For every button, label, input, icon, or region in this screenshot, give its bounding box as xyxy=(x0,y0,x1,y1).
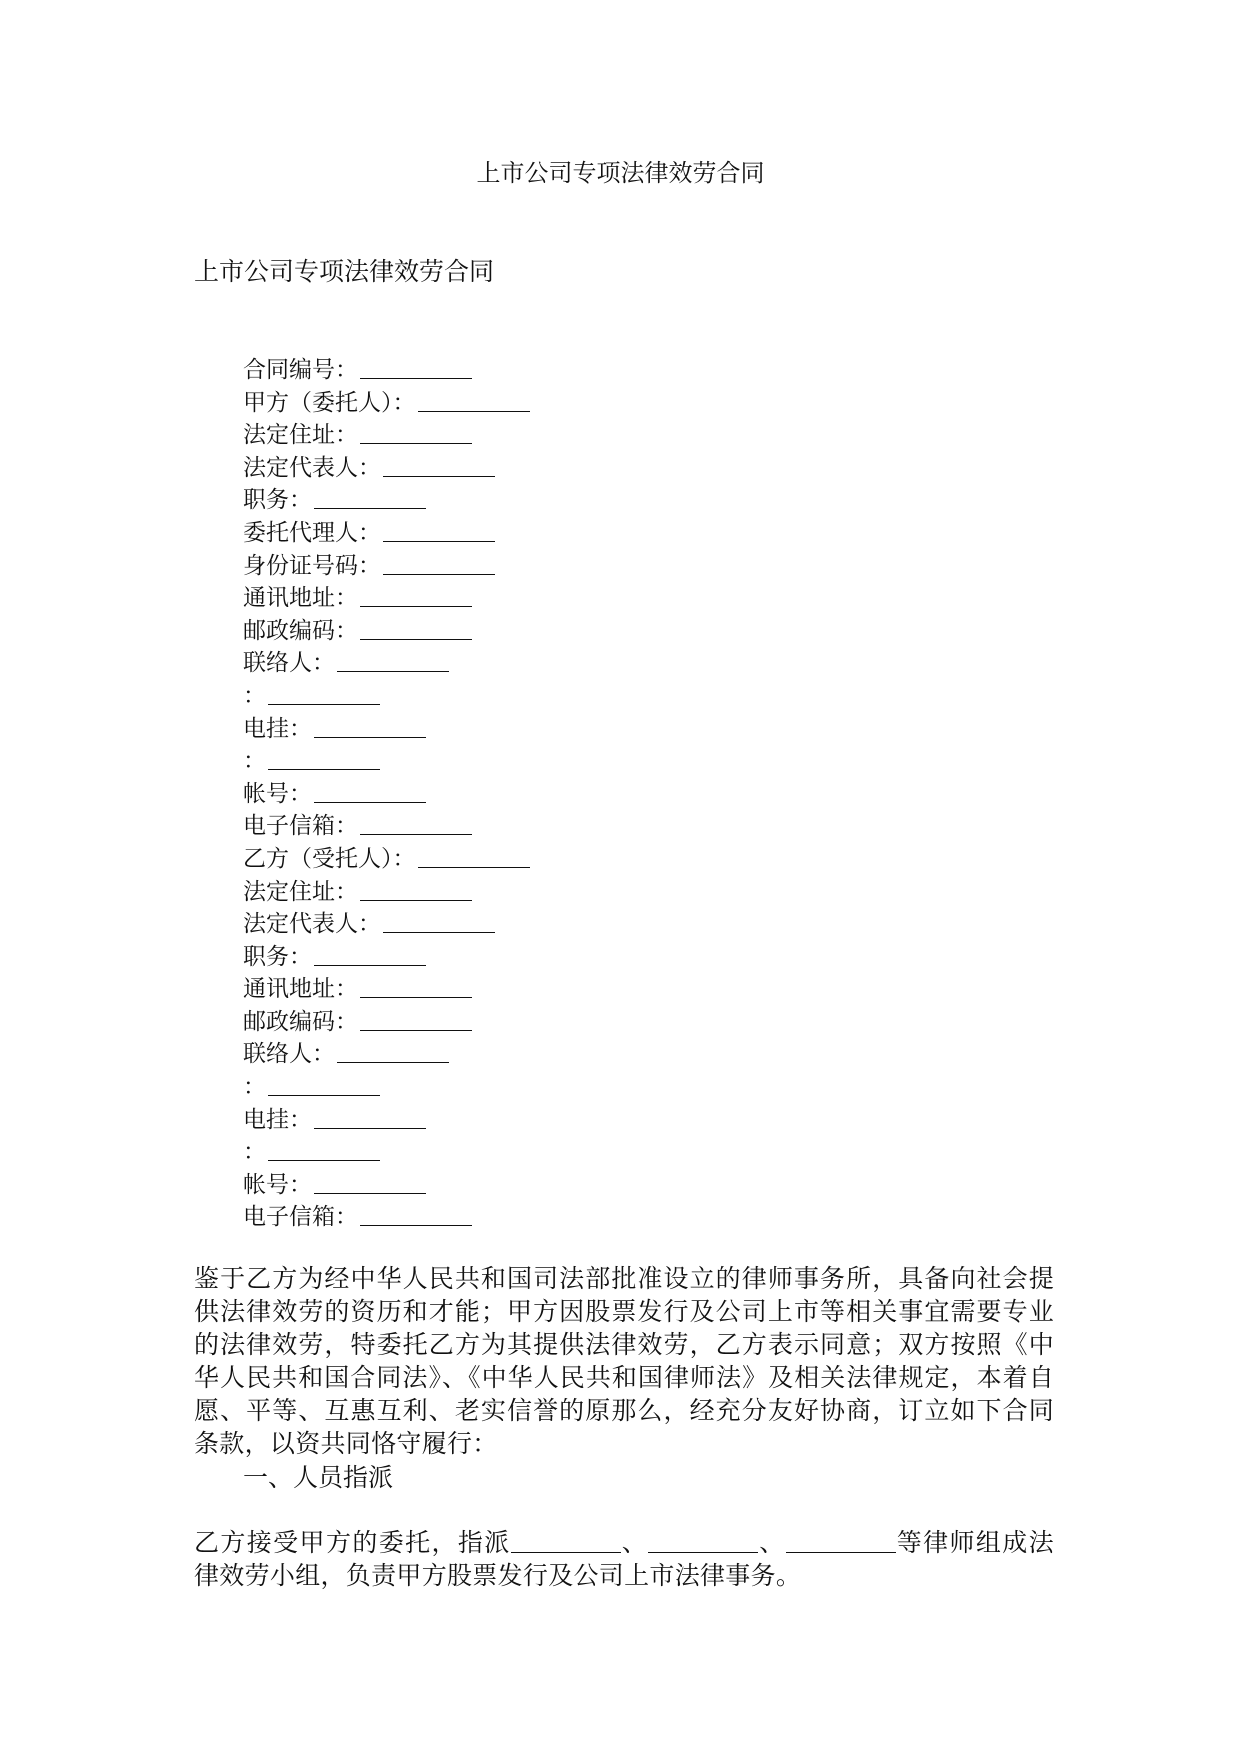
field-label: ： xyxy=(243,1074,266,1101)
field-line xyxy=(243,354,530,387)
field-blank[interactable] xyxy=(360,584,472,607)
field-blank[interactable] xyxy=(268,1138,380,1161)
field-line xyxy=(243,517,530,550)
lawyer-blank-1[interactable] xyxy=(511,1530,621,1553)
field-blank[interactable] xyxy=(383,519,495,542)
field-label: 法定住址： xyxy=(243,422,358,449)
field-blank[interactable] xyxy=(360,617,472,640)
field-blank[interactable] xyxy=(360,356,472,379)
field-blank[interactable] xyxy=(360,878,472,901)
field-label: 帐号： xyxy=(243,780,312,807)
field-line xyxy=(243,387,530,420)
field-blank[interactable] xyxy=(360,1203,472,1226)
document-subtitle: 上市公司专项法律效劳合同 xyxy=(194,257,495,286)
field-label: 职务： xyxy=(243,943,312,970)
field-label: 电挂： xyxy=(243,1106,312,1133)
field-blank[interactable] xyxy=(383,454,495,477)
separator-2: 、 xyxy=(758,1528,786,1557)
field-line xyxy=(243,1038,530,1071)
field-blank[interactable] xyxy=(337,649,449,672)
field-line xyxy=(243,1136,530,1169)
field-label: ： xyxy=(243,748,266,775)
field-line xyxy=(243,778,530,811)
personnel-text-start: 乙方接受甲方的委托，指派 xyxy=(194,1528,511,1557)
field-line xyxy=(243,582,530,615)
field-line xyxy=(243,810,530,843)
field-line xyxy=(243,1006,530,1039)
field-label: 职务： xyxy=(243,487,312,514)
field-line xyxy=(243,941,530,974)
field-label: 乙方（受托人）： xyxy=(243,845,416,872)
field-line xyxy=(243,1201,530,1234)
field-label: 联络人： xyxy=(243,650,335,677)
field-blank[interactable] xyxy=(360,421,472,444)
personnel-text-end: 等律师组成法律效劳小组，负责甲方股票发行及公司上市法律事务。 xyxy=(194,1528,1054,1590)
field-label: 电子信箱： xyxy=(243,813,358,840)
field-blank[interactable] xyxy=(314,780,426,803)
field-blank[interactable] xyxy=(360,1008,472,1031)
field-blank[interactable] xyxy=(383,552,495,575)
preamble-paragraph: 鉴于乙方为经中华人民共和国司法部批准设立的律师事务所，具备向社会提供法律效劳的资历和才能；甲方因股票发行及公司上市等相关事宜需要专业的法律效劳，特委托乙方为其提供法律效劳，乙方表示同意；双方按照《中华人民共和国合同法》、《中华人民共和国律师法》及相关法律规定，本着自愿、平等、互惠互利、老实信誉的原那么，经充分友好协商，订立如下合同条款，以资共同恪守履行： xyxy=(194,1264,1054,1458)
field-blank[interactable] xyxy=(337,1040,449,1063)
field-blank[interactable] xyxy=(418,389,530,412)
field-label: 通讯地址： xyxy=(243,585,358,612)
document-title: 上市公司专项法律效劳合同 xyxy=(476,159,765,187)
field-line xyxy=(243,876,530,909)
field-blank[interactable] xyxy=(360,812,472,835)
personnel-paragraph xyxy=(194,1526,1054,1592)
field-line xyxy=(243,713,530,746)
field-line xyxy=(243,1071,530,1104)
section-heading-personnel: 一、人员指派 xyxy=(243,1463,394,1492)
field-blank[interactable] xyxy=(383,910,495,933)
field-label: 电子信箱： xyxy=(243,1204,358,1231)
field-line xyxy=(243,843,530,876)
field-line xyxy=(243,745,530,778)
field-label: 甲方（委托人）： xyxy=(243,389,416,416)
field-label: 电挂： xyxy=(243,715,312,742)
field-label: 帐号： xyxy=(243,1171,312,1198)
field-blank[interactable] xyxy=(314,1106,426,1129)
separator-1: 、 xyxy=(620,1528,649,1557)
field-line xyxy=(243,973,530,1006)
field-label: 法定代表人： xyxy=(243,911,381,938)
field-label: 身份证号码： xyxy=(243,552,381,579)
field-label: 合同编号： xyxy=(243,357,358,383)
field-blank[interactable] xyxy=(314,943,426,966)
field-label: 法定代表人： xyxy=(243,454,381,481)
field-line xyxy=(243,615,530,648)
field-line xyxy=(243,419,530,452)
field-label: ： xyxy=(243,1139,266,1166)
field-label: 邮政编码： xyxy=(243,617,358,644)
field-line xyxy=(243,1169,530,1202)
field-line xyxy=(243,452,530,485)
field-blank[interactable] xyxy=(268,1073,380,1096)
field-blank[interactable] xyxy=(268,747,380,770)
field-line xyxy=(243,550,530,583)
field-line xyxy=(243,484,530,517)
field-blank[interactable] xyxy=(314,715,426,738)
lawyer-blank-3[interactable] xyxy=(786,1530,896,1553)
field-line xyxy=(243,1104,530,1137)
field-label: ： xyxy=(243,682,266,709)
field-label: 邮政编码： xyxy=(243,1008,358,1035)
field-blank[interactable] xyxy=(314,486,426,509)
field-line xyxy=(243,680,530,713)
field-label: 通讯地址： xyxy=(243,976,358,1003)
contract-fields xyxy=(243,354,530,1234)
field-line xyxy=(243,647,530,680)
field-label: 法定住址： xyxy=(243,878,358,905)
field-line xyxy=(243,908,530,941)
field-blank[interactable] xyxy=(360,975,472,998)
lawyer-blank-2[interactable] xyxy=(648,1530,758,1553)
field-blank[interactable] xyxy=(418,845,530,868)
field-blank[interactable] xyxy=(314,1171,426,1194)
field-blank[interactable] xyxy=(268,682,380,705)
field-label: 委托代理人： xyxy=(243,519,381,546)
field-label: 联络人： xyxy=(243,1041,335,1068)
